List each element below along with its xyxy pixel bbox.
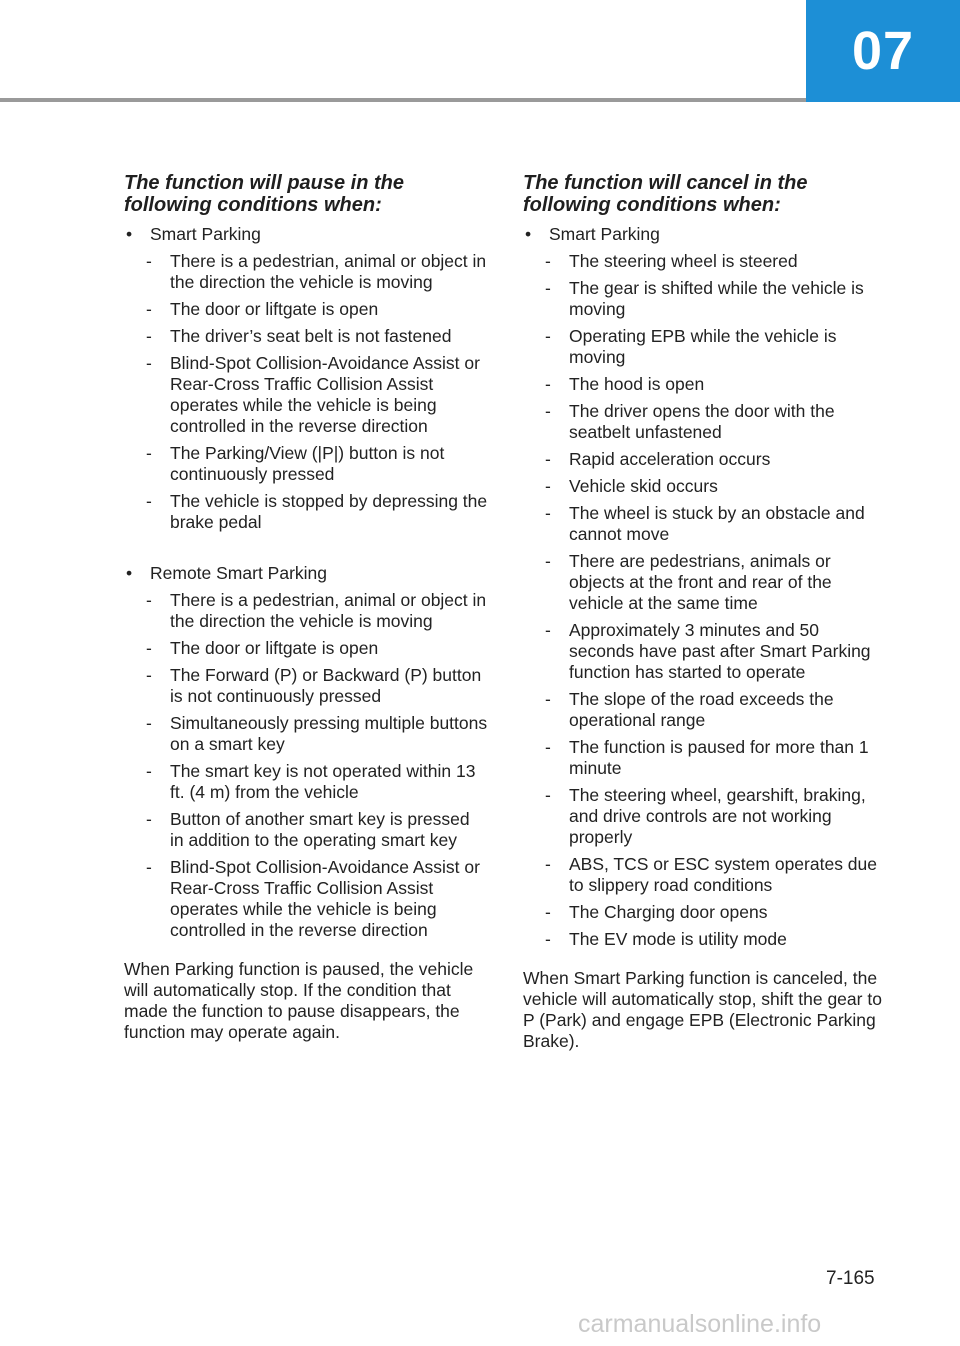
list-item: - The function is paused for more than 1 minute: [545, 737, 869, 778]
left-column: [124, 172, 488, 1043]
chapter-tab: [806, 0, 960, 102]
list-item: - The EV mode is utility mode: [545, 929, 787, 949]
pause-smart-parking-list: [124, 251, 488, 533]
list-item: - Rapid acceleration occurs: [545, 449, 771, 469]
list-item: - The door or liftgate is open: [146, 299, 379, 319]
bullet-dot-icon: •: [525, 224, 532, 244]
list-item: - Operating EPB while the vehicle is moving: [545, 326, 837, 367]
bullet-dot-icon: •: [126, 224, 133, 244]
cancel-paragraph: When Smart Parking function is canceled, the vehicle will automatically stop, shift the gear to P (Park) and engage EPB (Electronic Parking Brake).: [523, 968, 882, 1051]
list-item: - The slope of the road exceeds the operational range: [545, 689, 834, 730]
list-item: - There are pedestrians, animals or objects at the front and rear of the vehicle at the same time: [545, 551, 832, 613]
cancel-heading: The function will cancel in the following conditions when:: [523, 172, 808, 216]
list-item: - Simultaneously pressing multiple buttons on a smart key: [146, 713, 488, 754]
page-number: 7-165: [826, 1268, 875, 1289]
group-title: Smart Parking: [150, 224, 261, 244]
list-item: - The Parking/View (|P|) button is not continuously pressed: [146, 443, 445, 484]
bullet-dot-icon: •: [126, 563, 133, 583]
list-item: - The steering wheel, gearshift, braking, and drive controls are not working properly: [545, 785, 866, 847]
group-title: Remote Smart Parking: [150, 563, 328, 583]
list-item: - Blind-Spot Collision-Avoidance Assist or Rear-Cross Traffic Collision Assist operates while the vehicle is being controlled in the reverse direction: [146, 353, 480, 436]
watermark: carmanualsonline.info: [578, 1310, 822, 1338]
list-item: - The hood is open: [545, 374, 705, 394]
bullet-smart-parking-pause: [124, 224, 488, 245]
list-item: - The driver opens the door with the seatbelt unfastened: [545, 401, 835, 442]
pause-remote-parking-list: [124, 590, 488, 941]
bullet-remote-smart-parking: [124, 563, 488, 584]
cancel-smart-parking-list: [523, 251, 887, 950]
group-title: Smart Parking: [549, 224, 660, 244]
list-item: - The door or liftgate is open: [146, 638, 379, 658]
list-item: - The gear is shifted while the vehicle is moving: [545, 278, 864, 319]
list-item: - There is a pedestrian, animal or object in the direction the vehicle is moving: [146, 590, 487, 631]
list-item: - The wheel is stuck by an obstacle and cannot move: [545, 503, 865, 544]
header-rule: [0, 98, 806, 102]
list-item: - There is a pedestrian, animal or object in the direction the vehicle is moving: [146, 251, 487, 292]
list-item: - The driver’s seat belt is not fastened: [146, 326, 452, 346]
list-item: - Button of another smart key is pressed in addition to the operating smart key: [146, 809, 470, 850]
right-column: [523, 172, 887, 1052]
bullet-smart-parking-cancel: [523, 224, 887, 245]
list-item: - Vehicle skid occurs: [545, 476, 718, 496]
pause-paragraph: When Parking function is paused, the vehicle will automatically stop. If the condition that made the function to pause disappears, the function may operate again.: [124, 959, 474, 1042]
list-item: - The smart key is not operated within 13 ft. (4 m) from the vehicle: [146, 761, 476, 802]
list-item: - The Forward (P) or Backward (P) button is not continuously pressed: [146, 665, 482, 706]
list-item: - The Charging door opens: [545, 902, 768, 922]
list-item: - The steering wheel is steered: [545, 251, 798, 271]
list-item: - Blind-Spot Collision-Avoidance Assist or Rear-Cross Traffic Collision Assist operates while the vehicle is being controlled in the reverse direction: [146, 857, 480, 940]
pause-heading: The function will pause in the following conditions when:: [124, 172, 405, 216]
list-item: - Approximately 3 minutes and 50 seconds have past after Smart Parking function has started to operate: [545, 620, 871, 682]
list-item: - ABS, TCS or ESC system operates due to slippery road conditions: [545, 854, 878, 895]
list-item: - The vehicle is stopped by depressing the brake pedal: [146, 491, 488, 532]
chapter-number: 07: [851, 21, 915, 81]
